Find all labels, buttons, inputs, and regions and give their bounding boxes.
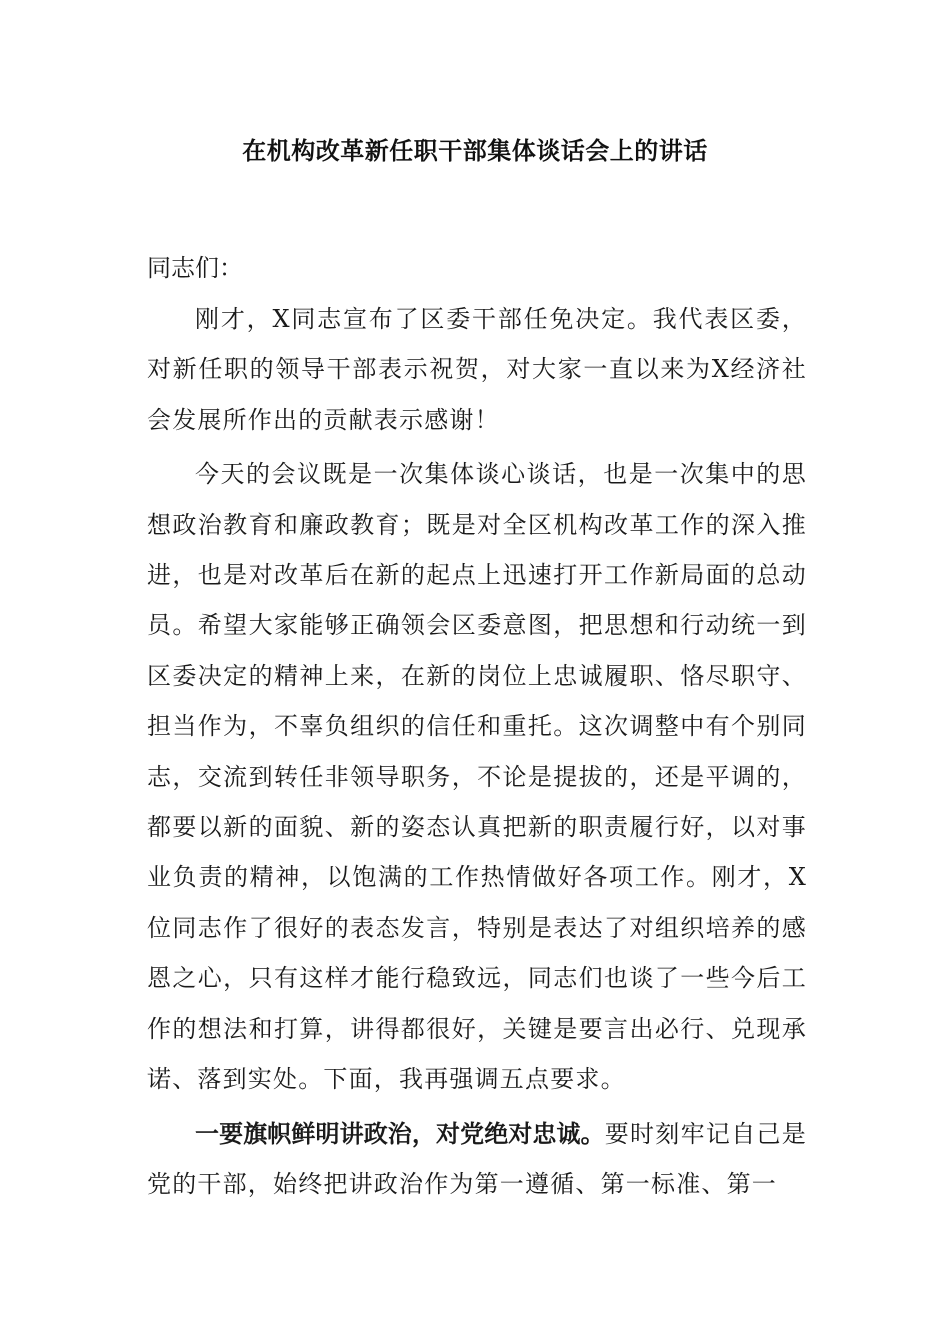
paragraph-1 bbox=[147, 294, 807, 445]
paragraph-3-lead: 一要旗帜鲜明讲政治，对党绝对忠诚。 bbox=[195, 1119, 605, 1148]
paragraph-3-text: 要时刻牢记自己是党的干部，始终把讲政治作为第一遵循、第一标准、第一 bbox=[147, 1119, 807, 1198]
paragraph-2 bbox=[147, 449, 807, 1104]
paragraph-3 bbox=[147, 1109, 807, 1210]
paragraph-1-text: 刚才，X同志宣布了区委干部任免决定。我代表区委，对新任职的领导干部表示祝贺，对大家一直以来为X经济社会发展所作出的贡献表示感谢！ bbox=[147, 305, 807, 434]
paragraph-2-text: 今天的会议既是一次集体谈心谈话，也是一次集中的思想政治教育和廉政教育；既是对全区机构改革工作的深入推进，也是对改革后在新的起点上迅速打开工作新局面的总动员。希望大家能够正确领会区委意图，把思想和行动统一到区委决定的精神上来，在新的岗位上忠诚履职、恪尽职守、担当作为，不辜负组织的信任和重托。这次调整中有个别同志，交流到转任非领导职务，不论是提拔的，还是平调的，都要以新的面貌、新的姿态认真把新的职责履行好，以对事业负责的精神，以饱满的工作热情做好各项工作。刚才，X位同志作了很好的表态发言，特别是表达了对组织培养的感恩之心，只有这样才能行稳致远，同志们也谈了一些今后工作的想法和打算，讲得都很好，关键是要言出必行、兑现承诺、落到实处。下面，我再强调五点要求。 bbox=[147, 460, 807, 1094]
document-body bbox=[147, 242, 807, 1209]
document-title: 在机构改革新任职干部集体谈话会上的讲话 bbox=[242, 137, 708, 165]
salutation: 同志们： bbox=[147, 254, 243, 282]
